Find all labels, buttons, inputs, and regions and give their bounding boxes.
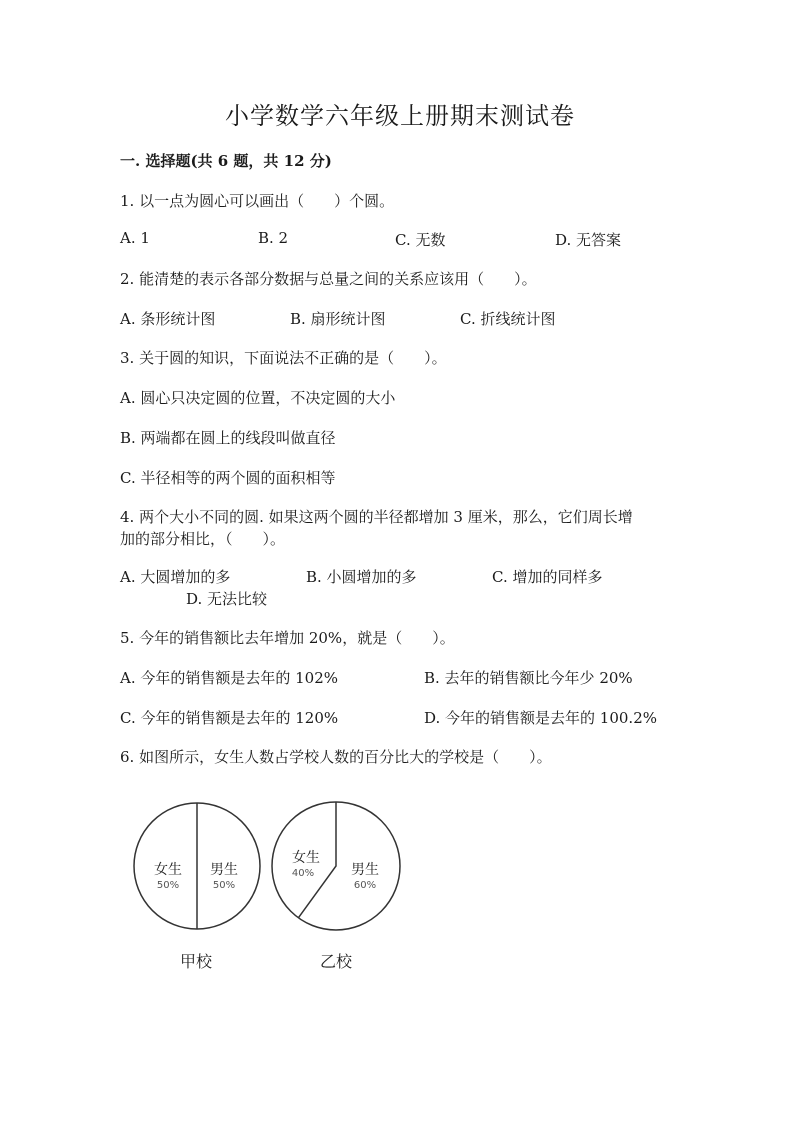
pie-b-boys-label: 男生 (351, 862, 379, 878)
question-1-option-d[interactable]: D. 无答案 (555, 231, 622, 249)
question-1-option-c[interactable]: C. 无数 (395, 231, 446, 249)
question-6-stem: 6. 如图所示，女生人数占学校人数的百分比大的学校是（ ）。 (120, 748, 552, 766)
question-2-option-a[interactable]: A. 条形统计图 (120, 310, 216, 328)
pie-a-girls-percent: 50% (156, 880, 180, 891)
question-5-stem: 5. 今年的销售额比去年增加 20%，就是（ ）。 (120, 629, 455, 647)
question-4-stem-line1: 4. 两个大小不同的圆. 如果这两个圆的半径都增加 3 厘米，那么，它们周长增 (120, 508, 633, 526)
question-4-option-b[interactable]: B. 小圆增加的多 (306, 568, 417, 586)
question-5-option-d[interactable]: D. 今年的销售额是去年的 100.2% (424, 709, 657, 727)
pie-b-girls-label: 女生 (292, 850, 320, 866)
question-3-option-a[interactable]: A. 圆心只决定圆的位置，不决定圆的大小 (120, 389, 396, 407)
question-2-stem: 2. 能清楚的表示各部分数据与总量之间的关系应该用（ ）。 (120, 270, 537, 288)
page-title: 小学数学六年级上册期末测试卷 (225, 102, 575, 130)
section-heading: 一. 选择题(共 6 题，共 12 分) (120, 152, 332, 170)
question-3-option-b[interactable]: B. 两端都在圆上的线段叫做直径 (120, 429, 336, 447)
question-5-option-c[interactable]: C. 今年的销售额是去年的 120% (120, 709, 339, 727)
question-3-stem: 3. 关于圆的知识，下面说法不正确的是（ ）。 (120, 349, 447, 367)
pie-a-girls-label: 女生 (154, 862, 182, 878)
question-1-stem: 1. 以一点为圆心可以画出（ ）个圆。 (120, 192, 395, 210)
pie-b-title: 乙校 (319, 952, 353, 971)
question-5-option-a[interactable]: A. 今年的销售额是去年的 102% (120, 669, 339, 687)
pie-b-girls-percent: 40% (291, 868, 315, 879)
question-4-stem-line2: 加的部分相比，（ ）。 (120, 530, 286, 548)
pie-a-title: 甲校 (179, 952, 213, 971)
question-2-option-c[interactable]: C. 折线统计图 (460, 310, 556, 328)
pie-school-b (272, 802, 400, 971)
pie-a-boys-label: 男生 (210, 862, 238, 878)
question-5-option-b[interactable]: B. 去年的销售额比今年少 20% (424, 669, 633, 687)
pie-a-boys-percent: 50% (212, 880, 236, 891)
pie-b-boys-percent: 60% (353, 880, 377, 891)
question-4-option-d[interactable]: D. 无法比较 (186, 590, 268, 608)
question-2-option-b[interactable]: B. 扇形统计图 (290, 310, 386, 328)
pie-charts-figure (120, 796, 420, 986)
pie-school-a (134, 803, 260, 971)
question-4-option-a[interactable]: A. 大圆增加的多 (120, 568, 231, 586)
question-4-option-c[interactable]: C. 增加的同样多 (492, 568, 603, 586)
question-1-option-b[interactable]: B. 2 (258, 229, 289, 247)
question-1-option-a[interactable]: A. 1 (120, 229, 150, 247)
question-3-option-c[interactable]: C. 半径相等的两个圆的面积相等 (120, 469, 336, 487)
pie-charts-svg (120, 796, 420, 986)
